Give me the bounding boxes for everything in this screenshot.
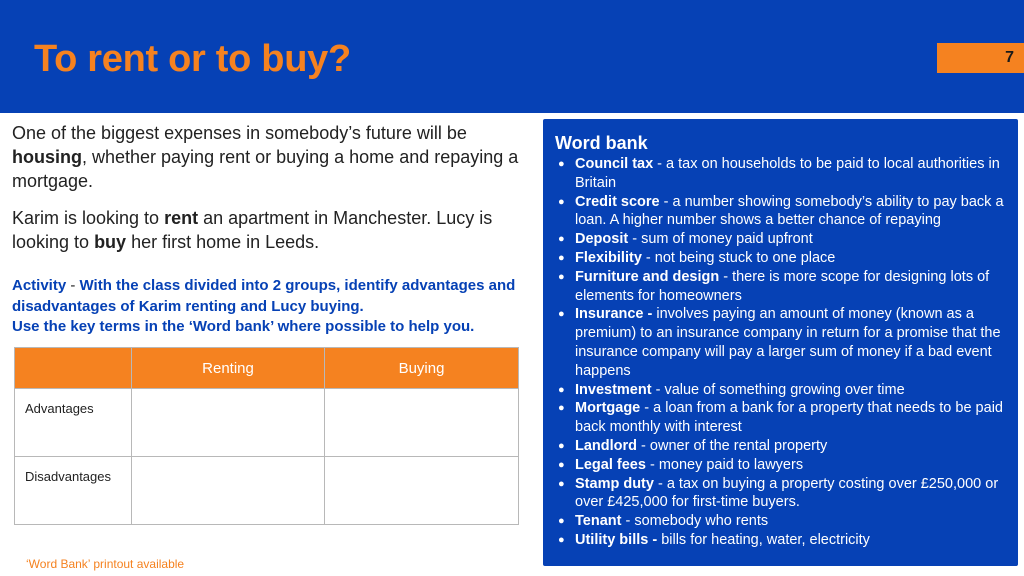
intro-text: , whether paying rent or buying a home and repaying a mortgage. <box>12 147 519 191</box>
separator: - <box>653 475 667 492</box>
bullet-icon: ● <box>558 308 565 321</box>
bullet-icon: ● <box>558 477 565 490</box>
slide-number-badge: 7 <box>937 43 1024 73</box>
definition: somebody who rents <box>634 513 769 530</box>
list-item <box>555 230 1008 249</box>
term: Stamp duty <box>575 475 654 492</box>
intro-bold-housing: housing <box>12 147 82 167</box>
activity-text: With the class divided into 2 groups, identify advantages and disadvantages of Karim renting and Lucy buying. <box>12 277 516 315</box>
intro-paragraph-2 <box>12 206 527 254</box>
column-header-buying: Buying <box>325 348 519 389</box>
term: Credit score <box>575 193 660 210</box>
list-item <box>555 249 1008 268</box>
definition: money paid to lawyers <box>658 456 804 473</box>
separator: - <box>637 437 650 454</box>
list-item <box>555 531 1008 550</box>
definition: value of something growing over time <box>664 381 905 398</box>
bullet-icon: ● <box>558 270 565 283</box>
term: Utility bills - <box>575 531 658 548</box>
bullet-icon: ● <box>558 158 565 170</box>
word-bank-title: Word bank <box>555 133 648 153</box>
row-header-advantages: Advantages <box>15 389 132 457</box>
activity-dash: - <box>66 277 80 294</box>
list-item <box>555 475 1008 513</box>
definition: a tax on buying a property costing over £250,000 or over £425,000 for first-time buyers. <box>575 475 999 511</box>
column-header-renting: Renting <box>132 348 325 389</box>
intro-text: her first home in Leeds. <box>126 232 320 252</box>
definition: sum of money paid upfront <box>641 231 813 248</box>
table-header-row <box>15 348 519 389</box>
activity-label: Activity <box>12 277 67 294</box>
definition: a tax on households to be paid to local authorities in Britain <box>575 156 1000 191</box>
separator: - <box>645 456 659 473</box>
definition: there is more scope for designing lots of elements for homeowners <box>575 268 990 304</box>
term: Flexibility <box>575 249 642 266</box>
bullet-icon: ● <box>558 195 565 208</box>
table-row <box>15 457 519 525</box>
bullet-icon: ● <box>558 533 565 546</box>
separator: - <box>628 231 642 248</box>
row-header-disadvantages: Disadvantages <box>15 457 132 525</box>
table-row <box>15 389 519 457</box>
separator: - <box>719 268 733 285</box>
word-bank-panel <box>543 119 1018 566</box>
page-title: To rent or to buy? <box>34 38 351 80</box>
term: Investment <box>575 381 652 398</box>
separator: - <box>653 156 667 172</box>
intro-bold-buy: buy <box>94 232 127 252</box>
list-item <box>555 305 1008 380</box>
header-bar <box>0 0 1024 113</box>
definition: bills for heating, water, electricity <box>661 531 870 548</box>
definition: a loan from a bank for a property that needs to be paid back monthly with interest <box>575 400 1003 436</box>
intro-paragraph-1 <box>12 121 527 193</box>
intro-text: an apartment in Manchester. Lucy is looking to <box>12 208 493 252</box>
term: Deposit <box>575 231 629 248</box>
activity-instructions <box>12 276 532 338</box>
cell-advantages-buying[interactable] <box>325 389 519 457</box>
intro-bold-rent: rent <box>164 208 199 228</box>
separator: - <box>651 381 665 398</box>
list-item <box>555 193 1008 231</box>
term: Furniture and design <box>575 268 720 285</box>
bullet-icon: ● <box>558 515 565 528</box>
bullet-icon: ● <box>558 402 565 415</box>
separator: - <box>621 513 635 530</box>
bullet-icon: ● <box>558 233 565 246</box>
cell-advantages-renting[interactable] <box>132 389 325 457</box>
bullet-icon: ● <box>558 439 565 452</box>
definition: a number showing somebody’s ability to pay back a loan. A higher number shows a better chance of repaying <box>575 193 1004 229</box>
cell-disadvantages-renting[interactable] <box>132 457 325 525</box>
list-item <box>555 456 1008 475</box>
list-item <box>555 512 1008 531</box>
definition: owner of the rental property <box>649 437 828 454</box>
term: Mortgage <box>575 400 641 417</box>
term: Insurance - <box>575 306 653 323</box>
list-item <box>555 437 1008 456</box>
list-item <box>555 381 1008 400</box>
separator: - <box>659 193 673 210</box>
activity-text-2: Use the key terms in the ‘Word bank’ where possible to help you. <box>12 318 475 335</box>
bullet-icon: ● <box>558 383 565 396</box>
separator: - <box>640 400 654 417</box>
table-corner-cell <box>15 348 132 389</box>
bullet-icon: ● <box>558 458 565 471</box>
intro-text: One of the biggest expenses in somebody’s future will be <box>12 123 467 143</box>
intro-text: Karim is looking to <box>12 208 165 228</box>
list-item <box>555 399 1008 437</box>
term: Council tax <box>575 156 654 172</box>
word-bank-list <box>555 155 1008 550</box>
term: Tenant <box>575 513 622 530</box>
rent-buy-table <box>14 347 519 525</box>
list-item <box>555 155 1008 193</box>
definition: not being stuck to one place <box>654 249 836 266</box>
cell-disadvantages-buying[interactable] <box>325 457 519 525</box>
printout-footnote: ‘Word Bank’ printout available <box>26 557 185 571</box>
bullet-icon: ● <box>558 251 565 264</box>
definition: involves paying an amount of money (known as a premium) to an insurance company in return for a promise that the insurance company will pay a larger sum of money if a bad event happens <box>575 306 1001 379</box>
list-item <box>555 268 1008 306</box>
term: Legal fees <box>575 456 646 473</box>
separator: - <box>641 249 655 266</box>
term: Landlord <box>575 437 638 454</box>
